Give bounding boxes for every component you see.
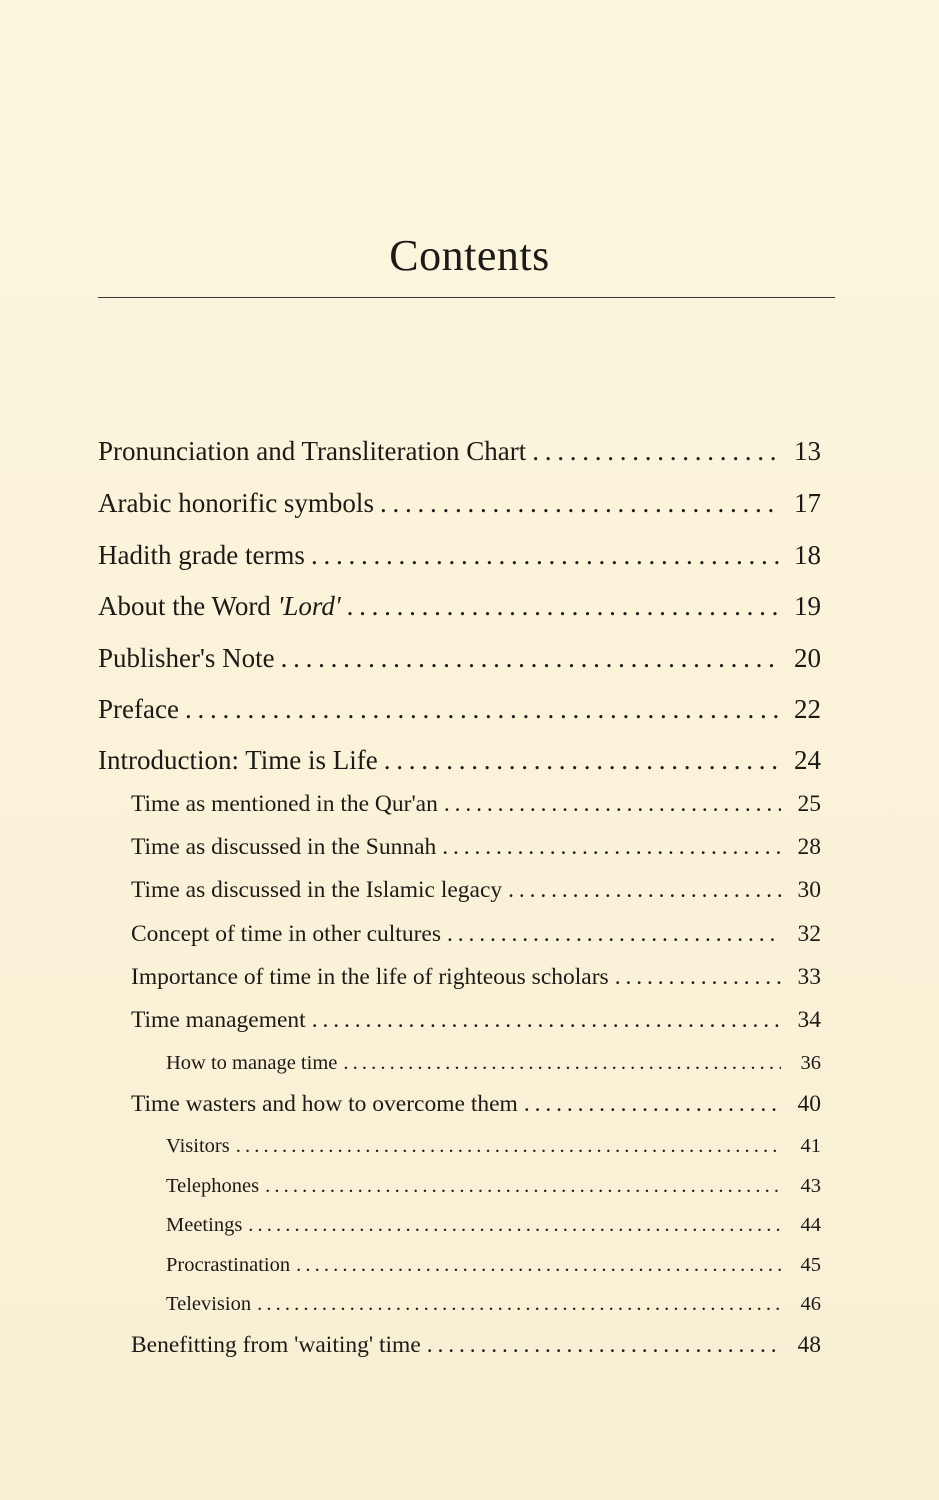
toc-entry-label: Procrastination xyxy=(166,1254,291,1276)
toc-entry[interactable] xyxy=(98,488,821,519)
dot-leader xyxy=(615,964,781,991)
toc-entry[interactable] xyxy=(131,1332,821,1359)
dot-leader xyxy=(343,1052,781,1075)
toc-page-number: 41 xyxy=(800,1135,821,1157)
toc-entry-label: Concept of time in other cultures xyxy=(131,921,441,947)
dot-leader xyxy=(447,921,781,948)
toc-entry-label: Preface xyxy=(98,694,179,724)
toc-entry[interactable] xyxy=(166,1214,821,1237)
toc-page-number: 25 xyxy=(797,791,821,817)
dot-leader xyxy=(347,591,781,622)
toc-page-number: 48 xyxy=(797,1332,821,1358)
toc-entry[interactable] xyxy=(98,694,821,725)
toc-entry[interactable] xyxy=(131,1091,821,1118)
toc-page-number: 40 xyxy=(797,1091,821,1117)
dot-leader xyxy=(532,436,781,467)
toc-entry[interactable] xyxy=(166,1052,821,1075)
toc-entry-label: Telephones xyxy=(166,1175,260,1197)
toc-entry-label: Hadith grade terms xyxy=(98,540,305,570)
toc-entry-label: Introduction: Time is Life xyxy=(98,745,378,775)
dot-leader xyxy=(508,877,781,904)
toc-page-number: 36 xyxy=(800,1052,821,1074)
toc-entry[interactable] xyxy=(98,436,821,467)
toc-page-number: 46 xyxy=(800,1293,821,1315)
toc-entry[interactable] xyxy=(98,540,821,571)
toc-entry-label: Importance of time in the life of righteous scholars xyxy=(131,964,609,990)
toc-page-number: 28 xyxy=(797,834,821,860)
toc-entry-label: Pronunciation and Transliteration Chart xyxy=(98,436,527,466)
toc-entry[interactable] xyxy=(98,643,821,674)
toc-page-number: 17 xyxy=(794,488,821,518)
toc-entry[interactable] xyxy=(166,1254,821,1277)
toc-entry-label: How to manage time xyxy=(166,1052,338,1074)
toc-page-number: 24 xyxy=(794,745,821,775)
dot-leader xyxy=(281,643,781,674)
toc-page-number: 33 xyxy=(797,964,821,990)
toc-entry-label: Time as discussed in the Islamic legacy xyxy=(131,877,503,903)
dot-leader xyxy=(380,488,781,519)
dot-leader xyxy=(444,791,781,818)
toc-page-number: 20 xyxy=(794,643,821,673)
toc-entry[interactable] xyxy=(166,1175,821,1198)
toc-page-number: 43 xyxy=(800,1175,821,1197)
toc-entry[interactable] xyxy=(98,591,821,622)
page-title: Contents xyxy=(389,231,550,280)
toc-entry[interactable] xyxy=(131,834,821,861)
toc-entry[interactable] xyxy=(131,1007,821,1034)
toc-page-number: 32 xyxy=(797,921,821,947)
dot-leader xyxy=(248,1214,781,1237)
toc-entry[interactable] xyxy=(166,1135,821,1158)
dot-leader xyxy=(257,1293,781,1316)
toc-entry[interactable] xyxy=(131,921,821,948)
toc-entry[interactable] xyxy=(166,1293,821,1316)
toc-entry[interactable] xyxy=(131,877,821,904)
toc-page-number: 19 xyxy=(794,591,821,621)
dot-leader xyxy=(311,540,781,571)
dot-leader xyxy=(236,1135,781,1158)
toc-entry-label: Publisher's Note xyxy=(98,643,275,673)
toc-entry-label: Time as discussed in the Sunnah xyxy=(131,834,437,860)
toc-entry-label: Arabic honorific symbols xyxy=(98,488,374,518)
toc-entry-label-italic: 'Lord' xyxy=(277,591,341,621)
toc-entry-label: Meetings xyxy=(166,1214,243,1236)
title-rule xyxy=(98,297,835,298)
toc-entry[interactable] xyxy=(131,964,821,991)
toc-entry-label: Time wasters and how to overcome them xyxy=(131,1091,518,1117)
dot-leader xyxy=(442,834,781,861)
toc-entry-label-text: About the Word xyxy=(98,591,278,621)
toc-page-number: 22 xyxy=(794,694,821,724)
toc-entry-label: Time management xyxy=(131,1007,306,1033)
toc-page-number: 18 xyxy=(794,540,821,570)
dot-leader xyxy=(312,1007,781,1034)
toc-page-number: 34 xyxy=(797,1007,821,1033)
toc-entry-label: Television xyxy=(166,1293,252,1315)
toc-entry-label: Visitors xyxy=(166,1135,230,1157)
dot-leader xyxy=(524,1091,781,1118)
toc-page-number: 45 xyxy=(800,1254,821,1276)
toc-entry-label: Benefitting from 'waiting' time xyxy=(131,1332,421,1358)
toc-page-number: 30 xyxy=(797,877,821,903)
toc-page-number: 44 xyxy=(800,1214,821,1236)
toc-page-number: 13 xyxy=(794,436,821,466)
dot-leader xyxy=(384,745,781,776)
toc-entry-label xyxy=(98,591,341,622)
toc-entry-label: Time as mentioned in the Qur'an xyxy=(131,791,438,817)
dot-leader xyxy=(427,1332,781,1359)
dot-leader xyxy=(296,1254,781,1277)
dot-leader xyxy=(265,1175,781,1198)
toc-entry[interactable] xyxy=(131,791,821,818)
dot-leader xyxy=(185,694,781,725)
toc-entry[interactable] xyxy=(98,745,821,776)
